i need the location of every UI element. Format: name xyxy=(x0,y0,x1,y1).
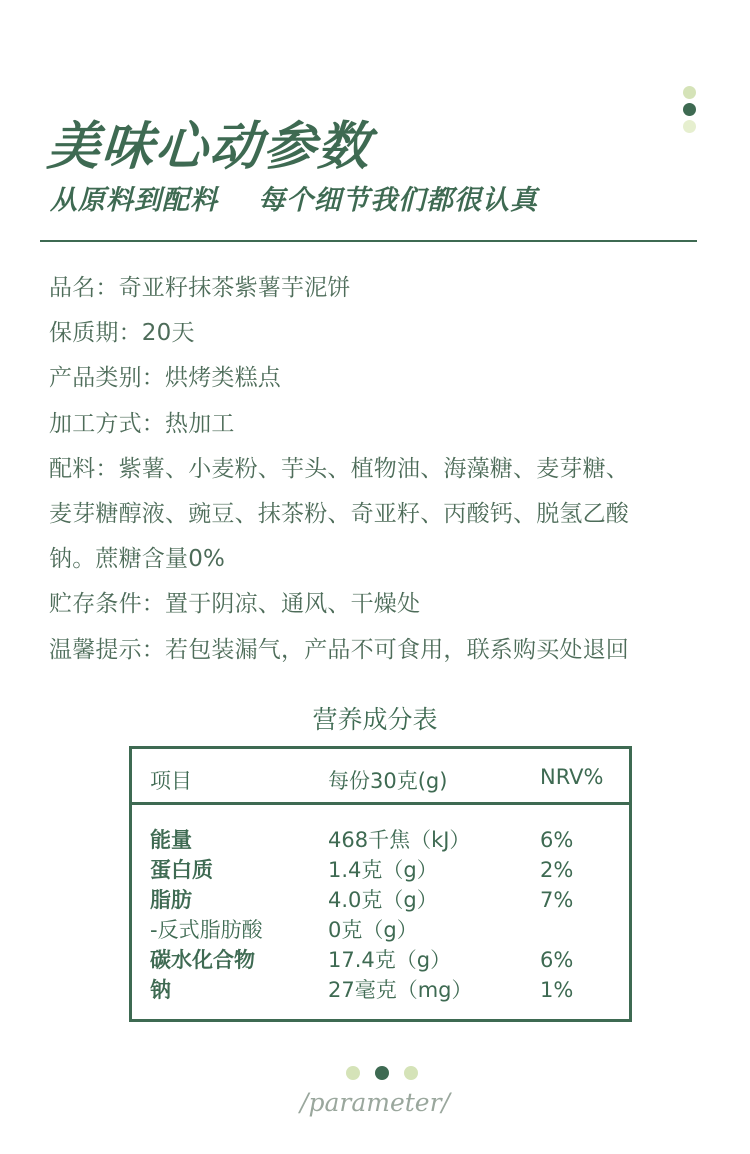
table-row xyxy=(132,945,629,975)
table-row xyxy=(132,855,629,885)
subtitle-right: 每个细节我们都很认真 xyxy=(258,185,538,216)
dot-dark-icon xyxy=(375,1066,389,1080)
row-name: 脂肪 xyxy=(150,888,192,912)
row-nrv: 1% xyxy=(540,978,574,1002)
row-amount: 27毫克（mg） xyxy=(328,978,473,1002)
row-name: 钠 xyxy=(150,978,171,1002)
divider-line xyxy=(40,240,697,242)
info-row-ingredients-2: 麦芽糖醇液、豌豆、抹茶粉、奇亚籽、丙酸钙、脱氢乙酸 xyxy=(49,501,629,528)
product-info-list xyxy=(49,266,709,673)
row-amount: 0克（g） xyxy=(328,918,418,942)
dot-dark-icon xyxy=(683,103,696,116)
info-row-storage: 贮存条件：置于阴凉、通风、干燥处 xyxy=(49,591,421,618)
row-name: -反式脂肪酸 xyxy=(150,918,263,942)
header-per-serving: 每份30克(g) xyxy=(328,769,448,793)
table-row xyxy=(132,975,629,1005)
table-row xyxy=(132,825,629,855)
page-title: 美味心动参数 xyxy=(45,117,374,177)
header-item: 项目 xyxy=(150,769,192,793)
row-nrv: 6% xyxy=(540,828,574,852)
header-nrv: NRV% xyxy=(540,765,604,789)
row-amount: 1.4克（g） xyxy=(328,858,438,882)
row-amount: 4.0克（g） xyxy=(328,888,438,912)
info-row-notice: 温馨提示：若包装漏气，产品不可食用，联系购买处退回 xyxy=(49,636,629,663)
footer-parameter-text: /parameter/ xyxy=(300,1088,450,1117)
dot-light-icon xyxy=(404,1066,418,1080)
info-row-processing: 加工方式：热加工 xyxy=(49,410,235,437)
horizontal-dots-decoration xyxy=(346,1066,428,1080)
info-row-shelf-life: 保质期：20天 xyxy=(49,320,195,347)
dot-pale-icon xyxy=(683,120,696,133)
nutrition-table-header xyxy=(132,749,629,805)
row-name: 碳水化合物 xyxy=(150,948,255,972)
row-nrv: 2% xyxy=(540,858,574,882)
table-row xyxy=(132,915,629,945)
dot-light-icon xyxy=(683,86,696,99)
row-name: 能量 xyxy=(150,828,192,852)
vertical-dots-decoration xyxy=(683,86,697,137)
row-nrv: 7% xyxy=(540,888,574,912)
nutrition-table-body xyxy=(132,805,629,1005)
page-subtitle xyxy=(50,178,538,217)
info-row-name: 品名：奇亚籽抹茶紫薯芋泥饼 xyxy=(49,275,351,301)
row-nrv: 6% xyxy=(540,948,574,972)
nutrition-table-title: 营养成分表 xyxy=(312,705,438,734)
info-row-ingredients-3: 钠。蔗糖含量0% xyxy=(49,546,226,573)
nutrition-table xyxy=(129,746,632,1022)
dot-light-icon xyxy=(346,1066,360,1080)
row-amount: 17.4克（g） xyxy=(328,948,452,972)
row-amount: 468千焦（kJ） xyxy=(328,828,471,852)
info-row-ingredients-1: 配料：紫薯、小麦粉、芋头、植物油、海藻糖、麦芽糖、 xyxy=(49,455,629,482)
info-row-category: 产品类别：烘烤类糕点 xyxy=(49,365,281,392)
subtitle-left: 从原料到配料 xyxy=(50,185,218,216)
table-row xyxy=(132,885,629,915)
row-name: 蛋白质 xyxy=(150,858,213,882)
